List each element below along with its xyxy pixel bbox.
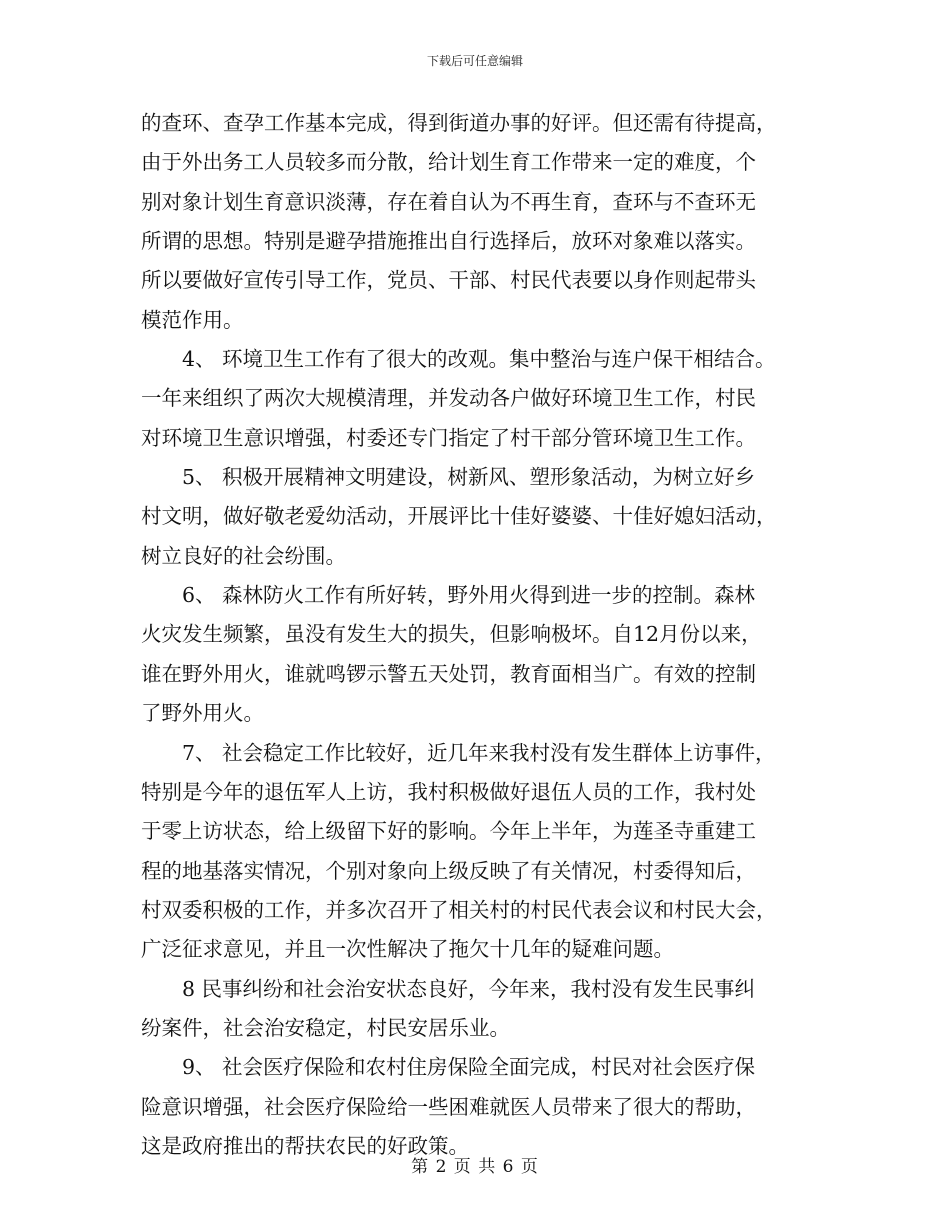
text-line: 谁在野外用火，谁就鸣锣示警五天处罚，教育面相当广。有效的控制: [141, 661, 756, 686]
text-line: 所以要做好宣传引导工作，党员、干部、村民代表要以身作则起带头: [141, 268, 756, 293]
text-line: 6、 森林防火工作有所好转，野外用火得到进一步的控制。森林: [182, 583, 756, 608]
text-line: 纷案件，社会治安稳定，村民安居乐业。: [141, 1015, 510, 1040]
text-line: 8 民事纠纷和社会治安状态良好，今年来，我村没有发生民事纠: [182, 976, 756, 1001]
page-header: 下载后可任意编辑: [426, 54, 523, 68]
text-line: 模范作用。: [141, 307, 244, 332]
text-line: 4、 环境卫生工作有了很大的改观。集中整治与连户保干相结合。: [182, 347, 776, 372]
text-line: 9、 社会医疗保险和农村住房保险全面完成，村民对社会医疗保: [182, 1055, 756, 1080]
text-line: 由于外出务工人员较多而分散，给计划生育工作带来一定的难度，个: [141, 150, 756, 175]
text-line: 5、 积极开展精神文明建设，树新风、塑形象活动，为树立好乡: [182, 465, 756, 490]
text-line: 树立良好的社会纷围。: [141, 543, 346, 568]
text-line: 所谓的思想。特别是避孕措施推出自行选择后，放环对象难以落实。: [141, 229, 756, 254]
text-line: 对环境卫生意识增强，村委还专门指定了村干部分管环境卫生工作。: [141, 425, 756, 450]
text-line: 7、 社会稳定工作比较好，近几年来我村没有发生群体上访事件，: [182, 740, 776, 765]
text-line: 的查环、查孕工作基本完成，得到街道办事的好评。但还需有待提高，: [141, 111, 777, 135]
document-body: [141, 104, 811, 1166]
text-line: 村双委积极的工作，并多次召开了相关村的村民代表会议和村民大会，: [141, 897, 777, 922]
text-line: 一年来组织了两次大规模清理，并发动各户做好环境卫生工作，村民: [141, 386, 756, 411]
text-line: 特别是今年的退伍军人上访，我村积极做好退伍人员的工作，我村处: [141, 779, 756, 804]
text-line: 别对象计划生育意识淡薄，存在着自认为不再生育，查环与不查环无: [141, 189, 756, 214]
text-line: 这是政府推出的帮扶农民的好政策。: [141, 1133, 469, 1158]
text-line: 火灾发生频繁，虽没有发生大的损失，但影响极坏。自12月份以来，: [141, 622, 762, 647]
text-line: 程的地基落实情况，个别对象向上级反映了有关情况，村委得知后，: [141, 858, 756, 883]
text-line: 广泛征求意见，并且一次性解决了拖欠十几年的疑难问题。: [141, 937, 674, 962]
page-footer: 第 2 页 共 6 页: [411, 1157, 539, 1177]
text-line: 险意识增强，社会医疗保险给一些困难就医人员带来了很大的帮助，: [141, 1094, 756, 1119]
text-line: 了野外用火。: [141, 701, 264, 726]
text-line: 村文明，做好敬老爱幼活动，开展评比十佳好婆婆、十佳好媳妇活动，: [141, 504, 777, 529]
text-line: 于零上访状态，给上级留下好的影响。今年上半年，为莲圣寺重建工: [141, 819, 756, 844]
